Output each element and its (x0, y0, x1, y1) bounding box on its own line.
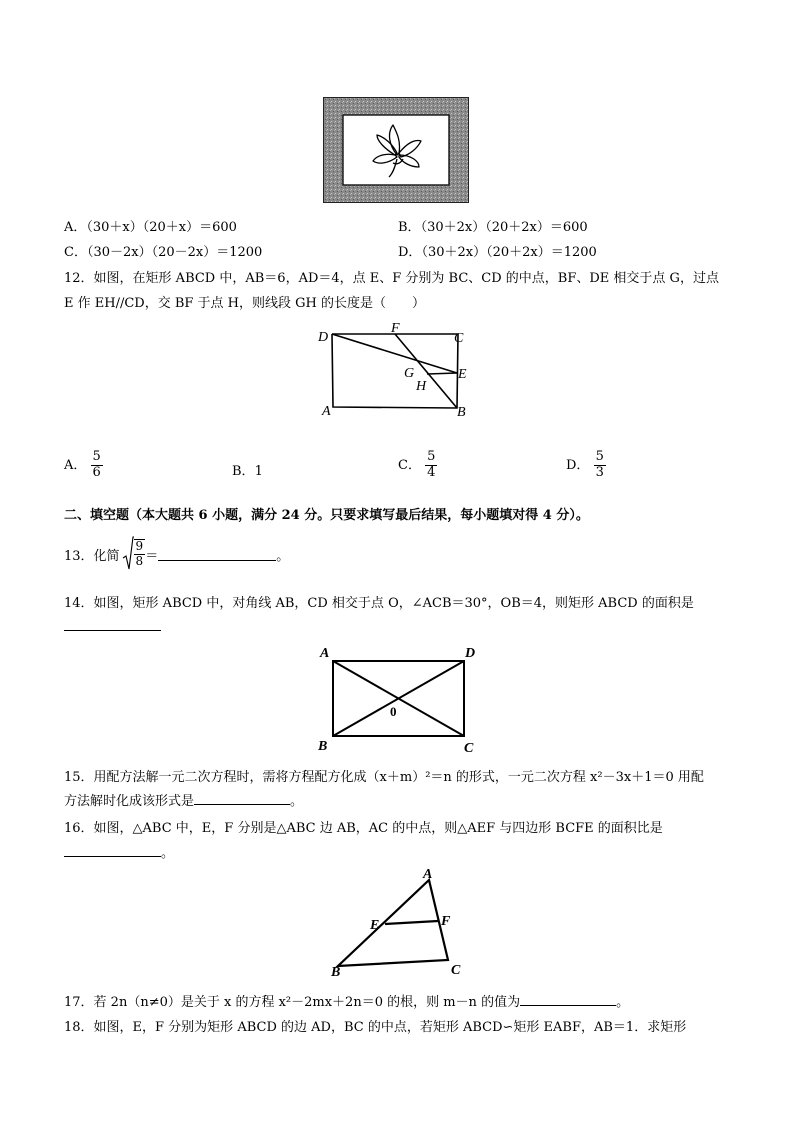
label-b: B (457, 405, 466, 420)
q16-blank-line (64, 842, 174, 861)
label-c: C (454, 331, 464, 346)
denominator: 3 (595, 464, 604, 480)
q13 (64, 536, 289, 572)
denominator: 6 (92, 464, 101, 480)
q15-text-line1: 15．用配方法解一元二次方程时，需将方程配方化成（x＋m）²＝n 的形式，一元二次方程 x²－3x＋1＝0 用配 (64, 770, 704, 785)
label-d: D (465, 646, 476, 661)
label-g: G (404, 366, 415, 381)
sqrt-sign-icon (122, 536, 134, 572)
option-letter: A． (64, 457, 87, 473)
q12-option-a[interactable] (64, 450, 103, 481)
q12-option-d[interactable] (566, 450, 606, 481)
radicand-fraction (134, 539, 146, 569)
q18-text: 18．如图，E，F 分别为矩形 ABCD 的边 AD，BC 的中点，若矩形 ABCD∽矩形 EABF，AB＝1．求矩形 (64, 1020, 687, 1035)
numerator: 5 (595, 449, 604, 464)
label-a: A (322, 404, 331, 419)
option-text: （30－2x）（20－2x）＝1200 (86, 245, 263, 260)
label-h: H (416, 379, 427, 394)
label-b: B (331, 965, 341, 980)
label-f: F (441, 914, 451, 929)
q16-answer-blank[interactable] (64, 844, 161, 857)
option-letter: C． (64, 245, 87, 260)
q12-option-c[interactable] (398, 450, 437, 481)
label-c: C (464, 741, 474, 754)
label-b: B (318, 739, 328, 754)
q17-prefix: 17．若 2n（n≠0）是关于 x 的方程 x²－2mx＋2n＝0 的根，则 m－n 的值为 (64, 995, 521, 1010)
option-letter: B． (232, 464, 255, 479)
option-text: （30＋2x）（20＋2x）＝1200 (421, 245, 597, 260)
q12-option-b[interactable] (232, 460, 263, 479)
q14-rectangle-figure (312, 642, 482, 754)
q14-answer-blank[interactable] (64, 616, 161, 631)
label-e: E (458, 367, 467, 382)
option-fraction (594, 450, 606, 481)
q15-answer-blank[interactable] (194, 792, 290, 805)
q12-rectangle-figure (315, 318, 475, 422)
denominator: 8 (135, 554, 144, 568)
option-letter: A． (64, 220, 87, 235)
q11-option-c[interactable] (64, 241, 262, 260)
q13-suffix: 。 (276, 548, 290, 564)
label-a: A (320, 646, 330, 661)
numerator: 9 (135, 539, 144, 554)
label-d: D (318, 330, 329, 345)
denominator: 4 (427, 464, 436, 480)
label-f: F (391, 321, 400, 336)
option-text: （30＋2x）（20＋2x）＝600 (420, 220, 588, 235)
label-a: A (423, 867, 433, 882)
q15-prefix: 方法解时化成该形式是 (64, 794, 195, 809)
numerator: 5 (427, 449, 436, 464)
q12-text-line1: 12．如图，在矩形 ABCD 中，AB＝6，AD＝4，点 E、F 分别为 BC、CD 的中点，BF、DE 相交于点 G，过点 (64, 271, 719, 286)
q14-text: 14．如图，矩形 ABCD 中，对角线 AB，CD 相交于点 O，∠ACB＝30°，OB＝4，则矩形 ABCD 的面积是 (64, 596, 694, 611)
frame-flower-figure (323, 97, 469, 203)
line-eh (427, 373, 457, 374)
q15-suffix: 。 (290, 794, 304, 809)
section-heading: 二、填空题（本大题共 6 小题，满分 24 分。只要求填写最后结果，每小题填对得 4 分）。 (64, 508, 589, 523)
q16-triangle-figure (322, 862, 472, 980)
q15-text-line2 (64, 790, 303, 809)
label-e: E (370, 918, 380, 933)
q17-answer-blank[interactable] (520, 993, 616, 1006)
option-text: （30＋x）（20＋x）＝600 (86, 220, 237, 235)
q12-text-line2: E 作 EH//CD，交 BF 于点 H，则线段 GH 的长度是（ ） (64, 296, 426, 311)
option-letter: B． (398, 220, 421, 235)
option-fraction (91, 450, 103, 481)
q11-option-d[interactable] (398, 241, 597, 260)
q17-suffix: 。 (616, 995, 630, 1010)
line-de (332, 334, 457, 373)
option-fraction (425, 450, 437, 481)
q17 (64, 991, 629, 1010)
q13-answer-blank[interactable] (158, 548, 276, 561)
option-text: 1 (254, 464, 263, 479)
option-letter: D． (566, 457, 590, 473)
q13-prefix: 13．化简 (64, 548, 120, 564)
q16-text: 16．如图，△ABC 中，E，F 分别是△ABC 边 AB，AC 的中点，则△AEF 与四边形 BCFE 的面积比是 (64, 821, 663, 836)
numerator: 5 (92, 449, 101, 464)
label-c: C (451, 963, 461, 978)
label-o: 0 (390, 704, 397, 719)
option-letter: C． (398, 457, 421, 473)
equals-sign: ＝ (145, 548, 159, 564)
q11-option-b[interactable] (398, 216, 588, 235)
option-letter: D． (398, 245, 422, 260)
q16-suffix: 。 (161, 846, 175, 861)
q11-option-a[interactable] (64, 216, 237, 235)
